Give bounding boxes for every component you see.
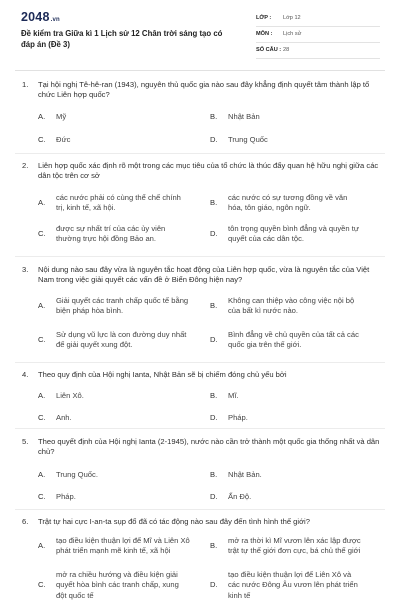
meta-label: LỚP : (256, 15, 272, 22)
option-d[interactable] (210, 135, 268, 145)
option-letter: C. (38, 135, 46, 144)
meta-value: Lớp 12 (283, 15, 301, 22)
option-text: Trung Quốc (228, 135, 268, 144)
option-text: các nước có sự tương đồng về văn hóa, tôn giáo, ngôn ngữ. (228, 193, 348, 213)
option-c[interactable] (38, 570, 191, 600)
site-logo[interactable] (21, 9, 60, 26)
option-letter: C. (38, 229, 46, 239)
header-divider (15, 70, 385, 71)
option-b[interactable] (210, 470, 262, 480)
meta-value: 28 (283, 47, 290, 54)
option-text: Giải quyết các tranh chấp quốc tế bằng biện pháp hòa bình. (56, 296, 189, 316)
option-d[interactable] (210, 492, 251, 502)
question-stem: Liên hợp quốc xác định rõ một trong các mục tiêu của tổ chức là thúc đẩy quan hệ hữu nghị giữa các dân tộc trên cơ sở (38, 161, 379, 181)
option-a[interactable] (38, 391, 84, 401)
option-b[interactable] (210, 536, 363, 557)
option-text: mở ra thời kì Mĩ vươn lên xác lập được trật tự thế giới đơn cực, bá chủ thế giới (228, 536, 361, 556)
question-number: 4. (22, 370, 29, 379)
document-title: Đề kiểm tra Giữa kì 1 Lịch sử 12 Chân trời sáng tạo có đáp án (Đề 3) (21, 29, 223, 49)
option-text: Ấn Độ. (228, 492, 252, 501)
option-text: mở ra chiều hướng và điều kiện giải quyết hòa bình các tranh chấp, xung đột quốc tế (56, 570, 179, 600)
page-header (0, 0, 400, 64)
option-b[interactable] (210, 193, 363, 214)
option-a[interactable] (38, 112, 66, 122)
option-letter: A. (38, 301, 46, 311)
option-text: Mĩ. (228, 391, 239, 400)
option-b[interactable] (210, 391, 239, 401)
option-letter: A. (38, 470, 46, 479)
option-text: Bình đẳng về chủ quyền của tất cả các quốc gia trên thế giới. (228, 330, 359, 350)
question-number: 6. (22, 517, 29, 526)
question-number: 5. (22, 437, 29, 446)
option-c[interactable] (38, 330, 191, 351)
option-letter: A. (38, 541, 46, 551)
option-text: Pháp. (56, 492, 76, 501)
option-text: Mỹ (56, 112, 67, 121)
option-letter: D. (210, 335, 218, 345)
question-divider (15, 256, 385, 257)
option-letter: B. (210, 301, 218, 311)
question-stem: Tại hội nghị Tê-hê-ran (1943), nguyên thủ quốc gia nào sau đây khẳng định quyết tâm thành lập tổ chức Liên hợp quốc? (38, 80, 370, 100)
option-text: Liên Xô. (56, 391, 84, 400)
meta-label: MÔN : (256, 31, 273, 38)
option-a[interactable] (38, 470, 98, 480)
question-number: 1. (22, 80, 29, 89)
option-a[interactable] (38, 193, 191, 214)
question-divider (15, 362, 385, 363)
option-d[interactable] (210, 224, 363, 245)
question-divider (15, 153, 385, 154)
option-text: Trung Quốc. (56, 470, 98, 479)
question-stem: Nội dung nào sau đây vừa là nguyên tắc hoạt động của Liên hợp quốc, vừa là nguyên tắc của Việt Nam trong việc giải quyết các vấn đề ở Biển Đông hiện nay? (38, 265, 370, 285)
option-c[interactable] (38, 413, 72, 423)
meta-label: SỐ CÂU : (256, 47, 282, 54)
option-letter: B. (210, 112, 218, 121)
option-letter: C. (38, 492, 46, 501)
meta-row-class (256, 12, 380, 27)
option-d[interactable] (210, 570, 363, 600)
question-divider (15, 509, 385, 510)
option-text: Nhật Bản. (228, 470, 262, 479)
option-letter: D. (210, 492, 218, 501)
option-letter: A. (38, 198, 46, 208)
option-a[interactable] (38, 296, 191, 317)
logo-tld: .vn (50, 17, 60, 23)
option-letter: C. (38, 580, 46, 590)
option-b[interactable] (210, 112, 260, 122)
option-letter: A. (38, 391, 46, 400)
question-divider (15, 428, 385, 429)
option-text: tạo điều kiện thuận lợi để Liên Xô và các nước Đông Âu vươn lên phát triển kinh tế (228, 570, 358, 600)
question-number: 3. (22, 265, 29, 274)
option-letter: B. (210, 541, 218, 551)
question-stem: Theo quyết định của Hội nghị Ianta (2-1945), nước nào cần trở thành một quốc gia thống nhất và dân chủ? (38, 437, 380, 457)
option-letter: D. (210, 413, 218, 422)
option-text: Pháp. (228, 413, 248, 422)
meta-row-subject (256, 28, 380, 43)
option-letter: C. (38, 413, 46, 422)
option-text: Đức (56, 135, 71, 144)
option-text: các nước phải có cùng thể chế chính trị, kinh tế, xã hội. (56, 193, 181, 213)
option-d[interactable] (210, 413, 248, 423)
option-b[interactable] (210, 296, 363, 317)
option-letter: D. (210, 580, 218, 590)
meta-value: Lịch sử (283, 31, 302, 38)
option-text: Sử dụng vũ lực là con đường duy nhất để giải quyết xung đột. (56, 330, 187, 350)
option-c[interactable] (38, 135, 70, 145)
meta-row-count (256, 44, 380, 59)
option-c[interactable] (38, 492, 76, 502)
option-letter: D. (210, 135, 218, 144)
option-letter: D. (210, 229, 218, 239)
option-d[interactable] (210, 330, 363, 351)
question-stem: Trật tự hai cực I-an-ta sụp đổ đã có tác động nào sau đây đến tình hình thế giới? (38, 517, 310, 526)
option-text: Anh. (56, 413, 72, 422)
question-number: 2. (22, 161, 29, 170)
document-meta (256, 12, 380, 59)
question-stem: Theo quy định của Hội nghị Ianta, Nhật Bản sẽ bị chiếm đóng chủ yếu bởi (38, 370, 287, 379)
option-c[interactable] (38, 224, 191, 245)
option-text: Nhật Bản (228, 112, 260, 121)
option-letter: C. (38, 335, 46, 345)
option-text: tôn trọng quyền bình đẳng và quyền tự quyết của các dân tộc. (228, 224, 359, 244)
logo-text: 2048 (21, 10, 50, 24)
option-letter: B. (210, 470, 218, 479)
option-text: được sự nhất trí của các ủy viên thường trực hội đồng Bảo an. (56, 224, 166, 244)
option-a[interactable] (38, 536, 191, 557)
option-letter: B. (210, 198, 218, 208)
option-letter: A. (38, 112, 46, 121)
option-letter: B. (210, 391, 218, 400)
option-text: tạo điều kiện thuận lợi để Mĩ và Liên Xô phát triển mạnh mẽ kinh tế, xã hội (56, 536, 190, 556)
option-text: Không can thiệp vào công việc nội bộ của bất kì nước nào. (228, 296, 355, 316)
